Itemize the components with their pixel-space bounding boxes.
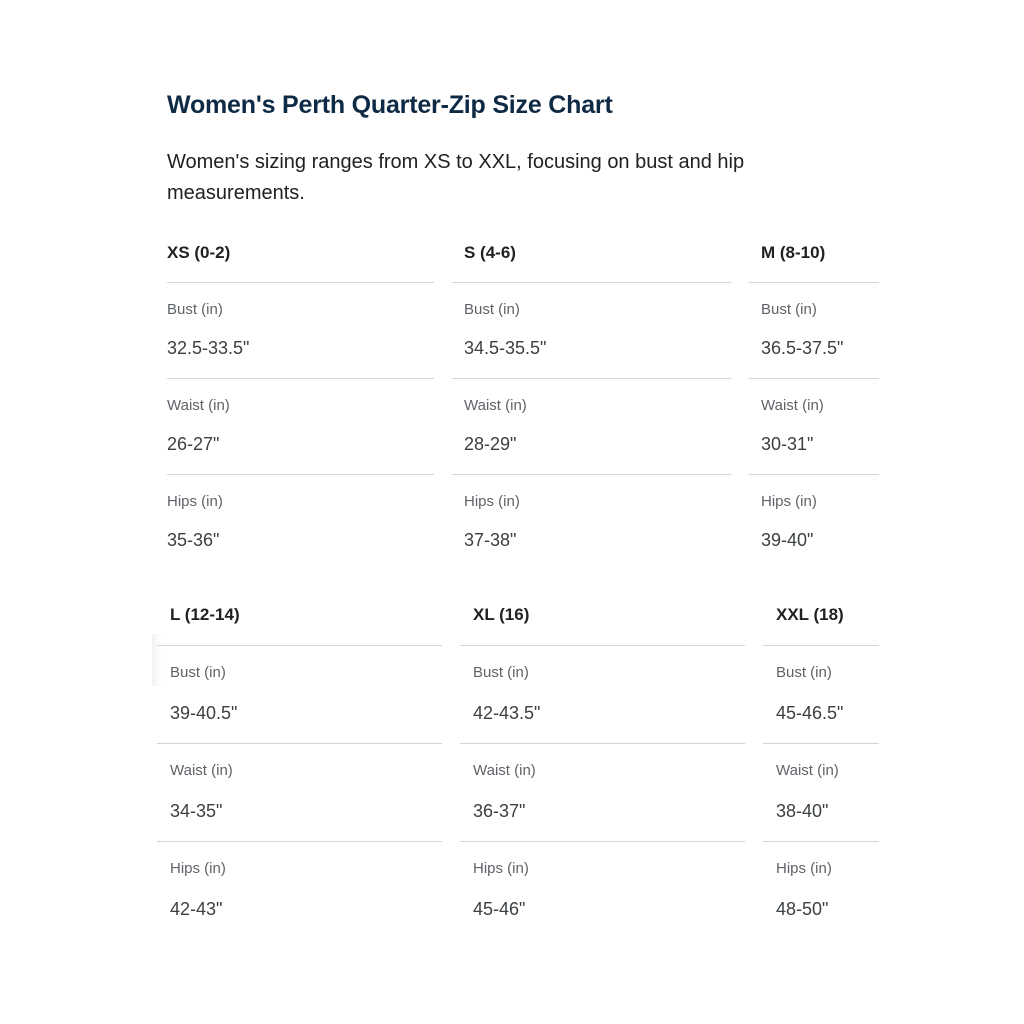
bust-label: Bust (in) <box>167 301 223 318</box>
hips-measurement <box>167 475 434 571</box>
hips-label: Hips (in) <box>167 493 223 510</box>
hips-value: 42-43" <box>170 899 223 919</box>
bust-label: Bust (in) <box>776 664 832 681</box>
waist-measurement <box>460 744 745 842</box>
hips-label: Hips (in) <box>464 493 520 510</box>
waist-value: 38-40" <box>776 801 829 821</box>
waist-value: 28-29" <box>464 434 517 454</box>
waist-value: 34-35" <box>170 801 223 821</box>
size-heading: XXL (18) <box>763 592 879 646</box>
waist-label: Waist (in) <box>167 397 230 414</box>
size-column-s <box>452 229 731 571</box>
size-column-xl <box>460 592 745 940</box>
bust-measurement <box>167 283 434 379</box>
hips-measurement <box>763 842 879 940</box>
size-heading: S (4-6) <box>452 229 731 283</box>
waist-value: 30-31" <box>761 434 814 454</box>
hips-label: Hips (in) <box>170 860 226 877</box>
bust-measurement <box>460 646 745 744</box>
bust-value: 36.5-37.5" <box>761 338 844 358</box>
waist-label: Waist (in) <box>170 762 233 779</box>
hips-label: Hips (in) <box>761 493 817 510</box>
bust-measurement <box>763 646 879 744</box>
bust-measurement <box>157 646 442 744</box>
hips-label: Hips (in) <box>776 860 832 877</box>
size-column-xs <box>167 229 434 571</box>
page-title: Women's Perth Quarter-Zip Size Chart <box>167 91 613 119</box>
bust-value: 39-40.5" <box>170 703 238 723</box>
bust-label: Bust (in) <box>464 301 520 318</box>
waist-measurement <box>167 379 434 475</box>
waist-label: Waist (in) <box>473 762 536 779</box>
hips-measurement <box>157 842 442 940</box>
hips-value: 35-36" <box>167 530 220 550</box>
hips-value: 39-40" <box>761 530 814 550</box>
hips-value: 48-50" <box>776 899 829 919</box>
bust-measurement <box>452 283 731 379</box>
waist-measurement <box>452 379 731 475</box>
waist-value: 26-27" <box>167 434 220 454</box>
hips-value: 37-38" <box>464 530 517 550</box>
waist-measurement <box>157 744 442 842</box>
size-column-xxl <box>763 592 879 940</box>
hips-measurement <box>749 475 879 571</box>
waist-measurement <box>749 379 879 475</box>
bust-label: Bust (in) <box>761 301 817 318</box>
size-column-m <box>749 229 879 571</box>
hips-value: 45-46" <box>473 899 526 919</box>
bust-value: 42-43.5" <box>473 703 541 723</box>
waist-measurement <box>763 744 879 842</box>
size-heading: XL (16) <box>460 592 745 646</box>
bust-label: Bust (in) <box>170 664 226 681</box>
bust-value: 34.5-35.5" <box>464 338 547 358</box>
bust-label: Bust (in) <box>473 664 529 681</box>
hips-measurement <box>452 475 731 571</box>
hips-label: Hips (in) <box>473 860 529 877</box>
waist-label: Waist (in) <box>776 762 839 779</box>
size-column-l <box>157 592 442 940</box>
size-heading: M (8-10) <box>749 229 879 283</box>
hips-measurement <box>460 842 745 940</box>
waist-label: Waist (in) <box>761 397 824 414</box>
size-heading: XS (0-2) <box>167 229 434 283</box>
waist-label: Waist (in) <box>464 397 527 414</box>
bust-measurement <box>749 283 879 379</box>
bust-value: 32.5-33.5" <box>167 338 250 358</box>
page-description: Women's sizing ranges from XS to XXL, focusing on bust and hip measurements. <box>167 151 745 204</box>
waist-value: 36-37" <box>473 801 526 821</box>
size-heading: L (12-14) <box>157 592 442 646</box>
bust-value: 45-46.5" <box>776 703 844 723</box>
